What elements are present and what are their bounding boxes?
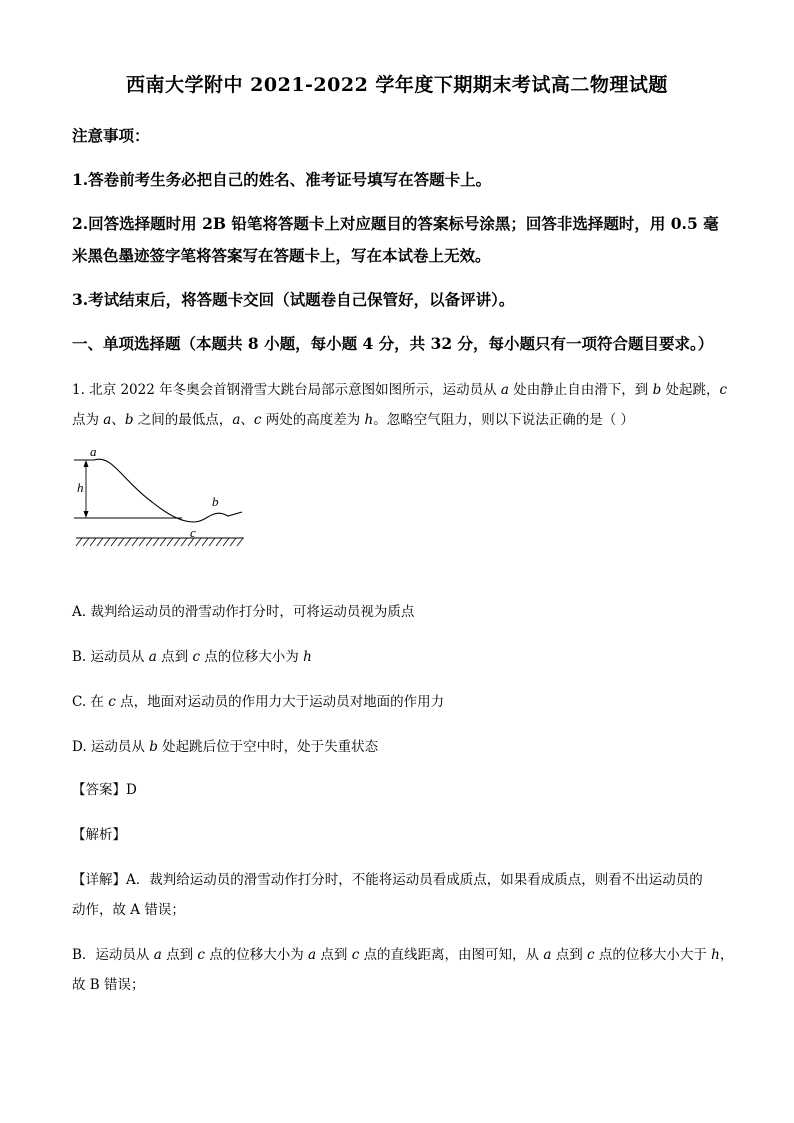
- notice-heading: 注意事项：: [72, 126, 150, 145]
- ski-slope-curve: [94, 459, 242, 522]
- notice-item-2-line-1: 2.回答选择题时用 2B 铅笔将答题卡上对应题目的答案标号涂黑；回答非选择题时，用 0.5 毫: [72, 214, 719, 233]
- option-c: C. 在 c 点，地面对运动员的作用力大于运动员对地面的作用力: [72, 694, 445, 710]
- question-1-stem-line-2: 点为 a、b 之间的最低点，a、c 两处的高度差为 h。忽略空气阻力，则以下说法正确的是（ ）: [72, 412, 635, 428]
- detail-line-2: 动作，故 A 错误；: [72, 902, 185, 918]
- notice-item-1: 1.答卷前考生务必把自己的姓名、准考证号填写在答题卡上。: [72, 170, 492, 189]
- answer-label: 【答案】: [72, 782, 126, 798]
- section-heading: 一、单项选择题（本题共 8 小题，每小题 4 分，共 32 分，每小题只有一项符合题目要求。）: [72, 334, 714, 353]
- label-b: b: [212, 494, 219, 509]
- option-d: D. 运动员从 b 处起跳后位于空中时，处于失重状态: [72, 739, 379, 755]
- label-h: h: [77, 480, 84, 495]
- question-1-stem-line-1: 1. 北京 2022 年冬奥会首钢滑雪大跳台局部示意图如图所示，运动员从 a 处由静止自由滑下，到 b 处起跳，c: [72, 382, 728, 398]
- notice-item-3: 3.考试结束后，将答题卡交回（试题卷自己保管好，以备评讲）。: [72, 290, 515, 309]
- page-title: 西南大学附中 2021-2022 学年度下期期末考试高二物理试题: [126, 74, 668, 96]
- answer-line: [72, 778, 732, 798]
- detail-line-1: 【详解】A．裁判给运动员的滑雪动作打分时，不能将运动员看成质点，如果看成质点，则看不出运动员的: [72, 872, 703, 888]
- detail-b-line-1: B．运动员从 a 点到 c 点的位移大小为 a 点到 c 点的直线距离，由图可知，从 a 点到 c 点的位移大小大于 h，: [72, 947, 734, 963]
- notice-item-2-line-2: 米黑色墨迹签字笔将答案写在答题卡上，写在本试卷上无效。: [72, 246, 491, 265]
- label-a: a: [90, 444, 97, 459]
- option-b: B. 运动员从 a 点到 c 点的位移大小为 h: [72, 649, 312, 665]
- analysis-label: 【解析】: [72, 827, 126, 843]
- ski-jump-diagram: [72, 440, 252, 550]
- option-a: A. 裁判给运动员的滑雪动作打分时，可将运动员视为质点: [72, 604, 415, 620]
- ground-hatching: [76, 538, 243, 546]
- height-arrow-down: [84, 511, 89, 518]
- answer-value: D: [126, 782, 137, 798]
- label-c: c: [190, 525, 196, 540]
- height-arrow-up: [84, 460, 89, 467]
- detail-b-line-2: 故 B 错误；: [72, 977, 145, 993]
